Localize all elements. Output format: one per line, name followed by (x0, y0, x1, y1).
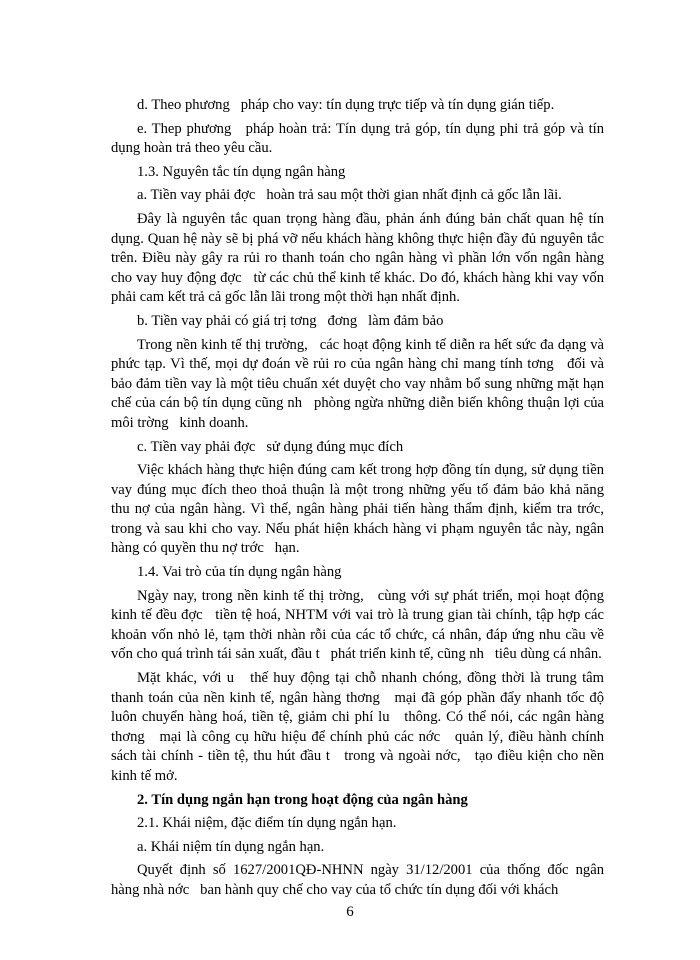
principle-b-heading: b. Tiền vay phải có giá trị tơng đơng làm đảm bảo (137, 312, 444, 329)
decision-paragraph: Quyết định số 1627/2001QĐ-NHNN ngày 31/12/2001 của thống đốc ngân hàng nhà nớc ban hành quy chế cho vay của tổ chức tín dụng đối với khách (111, 862, 608, 898)
section-heading-role: 1.4. Vai trò của tín dụng ngân hàng (137, 564, 342, 581)
section-heading-concept: 2.1. Khái niệm, đặc điểm tín dụng ngắn hạn. (137, 815, 397, 832)
chapter-heading-short-term-credit: 2. Tín dụng ngắn hạn trong hoạt động của ngân hàng (137, 791, 468, 808)
role-paragraph-2: Mặt khác, với u thế huy động tại chỗ nhanh chóng, đồng thời là trung tâm thanh toán của nền kinh tế, ngân hàng thơng mại đã góp phần đẩy nhanh tốc độ luôn chuyển hàng hoá, tiền tệ, giảm chi phí lu thông. Có thể nói, các ngân hàng thơng mại là công cụ hữu hiệu để chính phủ các nớc quản lý, điều hành chính sách tài chính - tiền tệ, thu hút đầu t trong và ngoài nớc, tạo điều kiện cho nền kinh tế mở. (111, 670, 608, 784)
section-heading-principles: 1.3. Nguyên tắc tín dụng ngân hàng (137, 163, 346, 180)
principle-c-body: Việc khách hàng thực hiện đúng cam kết trong hợp đồng tín dụng, sử dụng tiền vay đúng mục đích theo thoả thuận là một trong những yếu tố đảm bảo khả năng thu nợ của ngân hàng. Vì thế, ngân hàng phải tiến hàng thẩm định, kiểm tra trớc, trong và sau khi cho vay. Nếu phát hiện khách hàng vi phạm nguyên tắc này, ngân hàng có quyền thu nợ trớc hạn. (111, 462, 615, 557)
principle-c-heading: c. Tiền vay phải đợc sử dụng đúng mục đích (137, 438, 404, 455)
principle-a-body: Đây là nguyên tắc quan trọng hàng đầu, phản ánh đúng bản chất quan hệ tín dụng. Quan hệ này sẽ bị phá vỡ nếu khách hàng không thực hiện đầy đủ nguyên tắc trên. Điều này gây ra rủi ro thanh toán cho ngân hàng vì phần lớn vốn ngân hàng cho vay huy động đợc từ các chủ thể kinh tế khác. Do đó, khách hàng khi vay vốn phải cam kết trả cả gốc lẫn lãi trong một thời hạn nhất định. (111, 210, 608, 306)
paragraph-method-of-repayment: e. Thep phương pháp hoàn trả: Tín dụng trả góp, tín dụng phi trả góp và tín dụng hoàn trả theo yêu cầu. (111, 120, 608, 157)
page-body (111, 96, 615, 905)
paragraph-method-of-lending: d. Theo phương pháp cho vay: tín dụng trực tiếp và tín dụng gián tiếp. (137, 97, 555, 113)
principle-b-body: Trong nền kinh tế thị trường, các hoạt động kinh tế diễn ra hết sức đa dạng và phức tạp. Vì thế, mọi dự đoán về rủi ro của ngân hàng chỉ mang tính tơng đối và bảo đảm tiền vay là một tiêu chuẩn xét duyệt cho vay nhằm bổ sung những mặt hạn chế của cán bộ tín dụng cũng nh phòng ngừa những diễn biến không thuận lợi của môi trờng kinh doanh. (111, 336, 608, 431)
role-paragraph-1: Ngày nay, trong nền kinh tế thị trờng, cùng với sự phát triển, mọi hoạt động kinh tế đều đợc tiền tệ hoá, NHTM với vai trò là trung gian tài chính, tập hợp các khoản vốn nhỏ lẻ, tạm thời nhàn rỗi của các tổ chức, cá nhân, đáp ứng nhu cầu về vốn cho quá trình tái sản xuất, đầu t phát triển kinh tế, cũng nh tiêu dùng cá nhân. (111, 587, 608, 663)
subsection-heading-concept: a. Khái niệm tín dụng ngắn hạn. (137, 838, 325, 855)
page-number: 6 (346, 904, 354, 920)
principle-a-heading: a. Tiền vay phải đợc hoàn trả sau một thời gian nhất định cả gốc lẫn lãi. (137, 187, 562, 204)
